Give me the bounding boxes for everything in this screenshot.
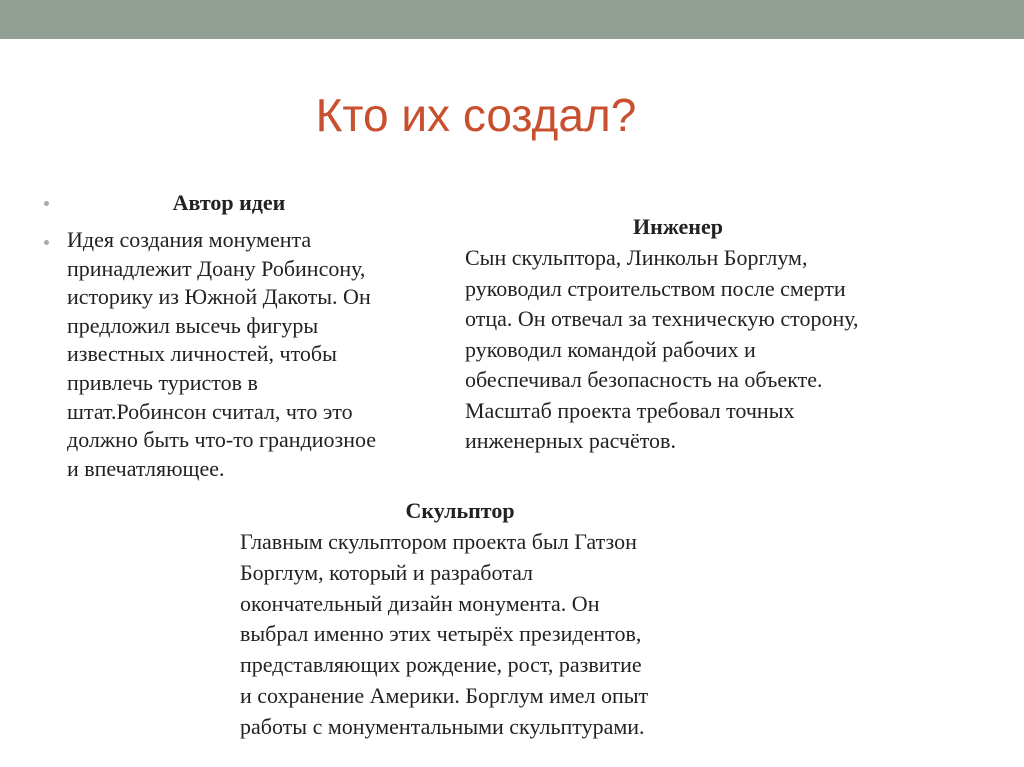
text-line: представляющих рождение, рост, развитие (240, 652, 642, 678)
top-decorative-bar (0, 0, 1024, 39)
sculptor-heading: Скульптор (405, 498, 515, 523)
text-line: Главным скульптором проекта был Гатзон (240, 529, 637, 554)
text-line: выбрал именно этих четырёх президентов, (240, 621, 642, 647)
text-line: обеспечивал безопасность на объекте. (465, 367, 823, 392)
text-line: принадлежит Доану Робинсону, (67, 255, 366, 281)
text-line: Сын скульптора, Линкольн Борглум, (465, 245, 808, 270)
text-line: предложил высечь фигуры (67, 312, 319, 338)
text-line: руководил командой рабочих и (465, 336, 756, 362)
text-line: окончательный дизайн монумента. Он (240, 590, 600, 616)
text-line: должно быть что-то грандиозное (67, 427, 377, 453)
bullet-icon (44, 201, 49, 206)
text-line: Борглум, который и разработал (240, 559, 534, 585)
engineer-heading: Инженер (633, 214, 723, 239)
text-line: и сохранение Америки. Борглум имел опыт (240, 683, 649, 708)
author-heading: Автор идеи (172, 190, 286, 215)
text-line: инженерных расчётов. (465, 428, 676, 453)
text-line: и впечатляющее. (67, 455, 225, 481)
text-line: руководил строительством после смерти (465, 275, 846, 301)
text-line: работы с монументальными скульптурами. (240, 713, 645, 739)
text-line: штат.Робинсон считал, что это (67, 398, 353, 424)
text-line: Идея создания монумента (67, 227, 312, 252)
slide-title: Кто их создал? (315, 89, 637, 141)
bullet-icon (44, 240, 49, 245)
text-line: отца. Он отвечал за техническую сторону, (465, 306, 859, 331)
text-line: известных личностей, чтобы (67, 341, 337, 367)
text-line: привлечь туристов в (67, 370, 258, 395)
text-line: Масштаб проекта требовал точных (465, 397, 795, 423)
text-line: историку из Южной Дакоты. Он (67, 284, 371, 310)
